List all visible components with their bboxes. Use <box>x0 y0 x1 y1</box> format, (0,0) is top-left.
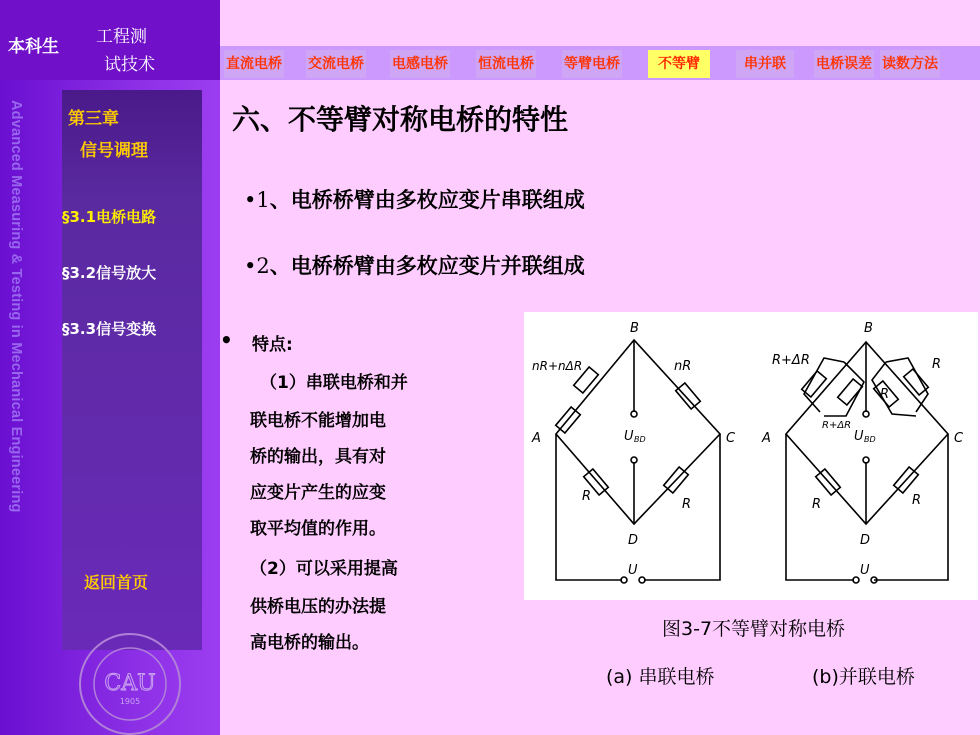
brand-line1: 本科生 <box>8 37 59 57</box>
features-heading: 特点: <box>252 335 293 355</box>
tab-equal-arm-bridge[interactable]: 等臂电桥 <box>562 50 622 78</box>
tab-constant-current-bridge[interactable]: 恒流电桥 <box>476 50 536 78</box>
node-a-b: A <box>762 431 771 446</box>
tab-dc-bridge[interactable]: 直流电桥 <box>224 50 284 78</box>
node-b-b: B <box>864 321 873 336</box>
nav-item-3-2[interactable]: §3.2信号放大 <box>62 264 157 282</box>
resistor-a-top-left: nR+nΔR <box>532 359 583 373</box>
u-a: U <box>628 563 638 578</box>
ubd-b: U <box>854 429 864 444</box>
feature-line-1: （1）串联电桥和并 <box>260 373 408 393</box>
bullet-2-text: 、电桥桥臂由多枚应变片并联组成 <box>269 254 585 278</box>
feature-line-8: 高电桥的输出。 <box>250 633 369 653</box>
features-bullet: • <box>220 328 233 352</box>
ubd-b-sub: BD <box>864 435 876 444</box>
home-link[interactable]: 返回首页 <box>84 573 149 592</box>
logo-year-text: 1905 <box>119 697 141 706</box>
left-sidebar <box>0 0 220 735</box>
node-d-b: D <box>860 533 871 548</box>
node-a-a: A <box>532 431 541 446</box>
resistor-b-top-right: R <box>932 357 942 372</box>
feature-line-5: 取平均值的作用。 <box>250 519 386 539</box>
university-logo <box>74 628 184 735</box>
chapter-number: 第三章 <box>68 109 119 129</box>
bullet-2 <box>244 250 585 280</box>
resistor-b-inner: R+ΔR <box>822 420 852 431</box>
resistor-a-bot-left: R <box>582 489 592 504</box>
tab-bridge-error[interactable]: 电桥误差 <box>814 50 874 78</box>
node-c-a: C <box>726 431 736 446</box>
feature-line-2: 联电桥不能增加电 <box>250 411 386 431</box>
tab-reading-method[interactable]: 读数方法 <box>880 50 940 78</box>
nav-item-3-3[interactable]: §3.3信号变换 <box>62 320 157 338</box>
nav-item-3-1[interactable]: §3.1电桥电路 <box>62 208 157 226</box>
figure-caption-a: (a) 串联电桥 <box>606 666 715 688</box>
brand-line3: 试技术 <box>104 55 155 75</box>
tab-unequal-arm[interactable]: 不等臂 <box>648 50 710 78</box>
resistor-b-top-left: R+ΔR <box>772 353 810 368</box>
ubd-a: U <box>624 429 634 444</box>
node-b-a: B <box>630 321 639 336</box>
vertical-course-title-text: Advanced Measuring & Testing in Mechanical Engineering <box>8 100 24 513</box>
figure-caption: 图3-7不等臂对称电桥 <box>662 618 846 640</box>
resistor-a-top-right: nR <box>674 359 692 374</box>
tab-inductance-bridge[interactable]: 电感电桥 <box>390 50 450 78</box>
bullet-1 <box>244 184 585 214</box>
chapter-title: 信号调理 <box>80 141 148 161</box>
bridge-diagram <box>524 312 978 600</box>
resistor-b-inner-right: R <box>880 387 890 402</box>
chapter-panel <box>62 90 202 650</box>
bullet-1-text: 、电桥桥臂由多枚应变片串联组成 <box>269 188 585 212</box>
tab-series-parallel[interactable]: 串并联 <box>736 50 794 78</box>
logo-main-text: CAU <box>104 671 156 696</box>
bullet-1-num: •1 <box>244 188 270 212</box>
page-title: 六、不等臂对称电桥的特性 <box>232 103 569 136</box>
feature-line-6: （2）可以采用提高 <box>250 559 398 579</box>
vertical-course-title <box>2 100 26 640</box>
resistor-b-bot-right: R <box>912 493 922 508</box>
brand-line2: 工程测 <box>96 27 147 47</box>
ubd-a-sub: BD <box>634 435 646 444</box>
bullet-2-num: •2 <box>244 254 270 278</box>
resistor-a-bot-right: R <box>682 497 692 512</box>
resistor-b-bot-left: R <box>812 497 822 512</box>
feature-line-4: 应变片产生的应变 <box>250 483 386 503</box>
u-b: U <box>860 563 870 578</box>
node-c-b: C <box>954 431 964 446</box>
figure-caption-b: (b)并联电桥 <box>812 666 915 688</box>
node-d-a: D <box>628 533 639 548</box>
tab-ac-bridge[interactable]: 交流电桥 <box>306 50 366 78</box>
feature-line-7: 供桥电压的办法提 <box>250 597 386 617</box>
feature-line-3: 桥的输出，具有对 <box>250 447 386 467</box>
